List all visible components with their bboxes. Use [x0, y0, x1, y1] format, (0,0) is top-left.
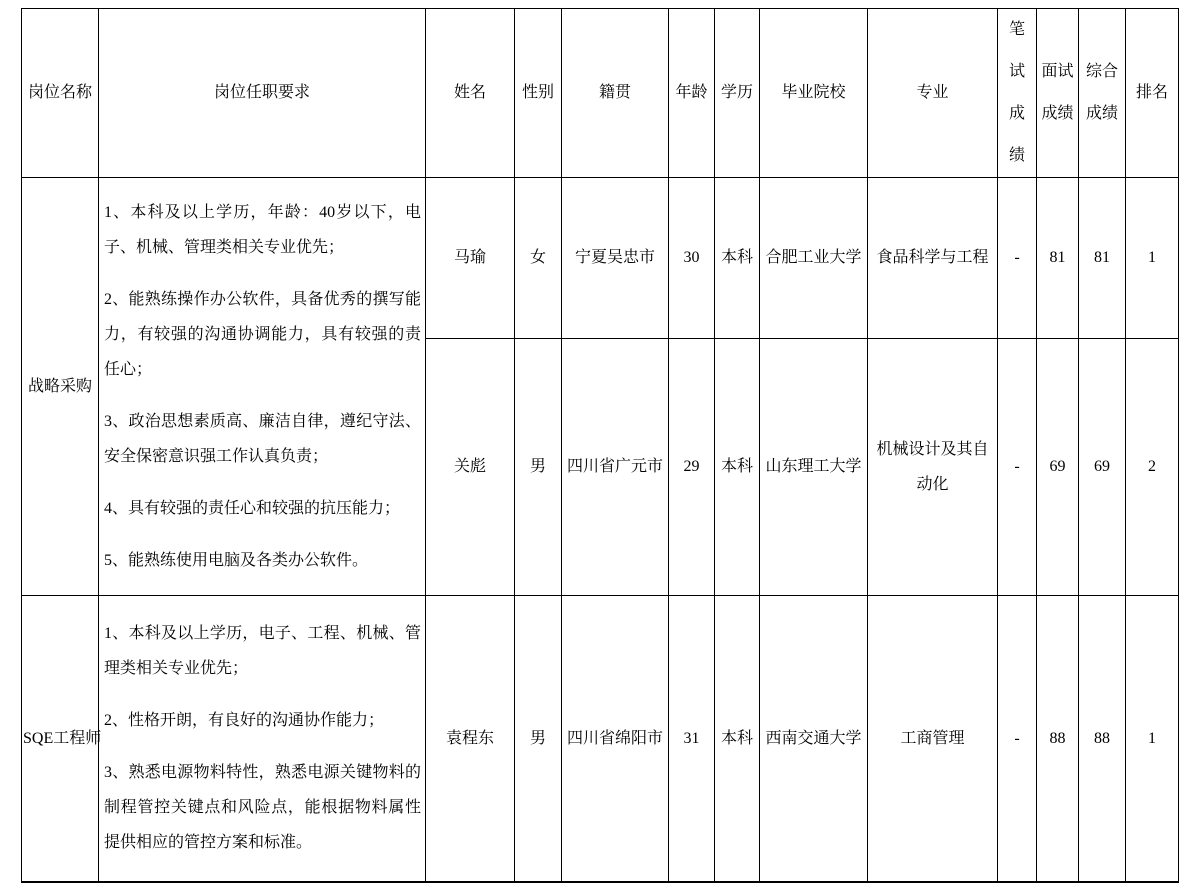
cell-education: 本科 [715, 596, 760, 882]
cell-school: 山东理工大学 [760, 338, 868, 595]
cell-school: 西南交通大学 [760, 596, 868, 882]
cell-written-score: - [998, 338, 1037, 595]
cell-age: 29 [669, 338, 715, 595]
cell-native-place: 宁夏吴忠市 [562, 178, 669, 339]
requirement-item: 5、能熟练使用电脑及各类办公软件。 [104, 552, 369, 569]
cell-education: 本科 [715, 178, 760, 339]
header-major: 专业 [868, 9, 998, 178]
cell-name: 马瑜 [426, 178, 515, 339]
cell-interview-score: 69 [1037, 338, 1079, 595]
cell-major: 工商管理 [868, 596, 998, 882]
position-requirements-cell [99, 178, 426, 596]
cell-overall-score: 69 [1079, 338, 1126, 595]
position-name-cell: SQE工程师 [22, 596, 99, 882]
header-row [22, 9, 1179, 178]
cell-overall-score: 88 [1079, 596, 1126, 882]
header-position-name: 岗位名称 [22, 9, 99, 178]
cell-age: 30 [669, 178, 715, 339]
recruitment-results-table [21, 8, 1179, 883]
cell-gender: 男 [515, 338, 562, 595]
requirement-item: 2、能熟练操作办公软件，具备优秀的撰写能力，有较强的沟通协调能力，具有较强的责任心； [104, 291, 421, 378]
cell-name: 袁程东 [426, 596, 515, 882]
cell-gender: 女 [515, 178, 562, 339]
candidate-row [22, 596, 1179, 882]
requirement-item: 3、政治思想素质高、廉洁自律，遵纪守法、安全保密意识强工作认真负责； [104, 413, 421, 465]
cell-age: 31 [669, 596, 715, 882]
cell-gender: 男 [515, 596, 562, 882]
cell-written-score: - [998, 178, 1037, 339]
cell-rank: 1 [1126, 178, 1179, 339]
cell-native-place: 四川省绵阳市 [562, 596, 669, 882]
cell-interview-score: 81 [1037, 178, 1079, 339]
header-native-place: 籍贯 [562, 9, 669, 178]
header-name: 姓名 [426, 9, 515, 178]
requirement-item: 2、性格开朗，有良好的沟通协作能力； [104, 712, 385, 730]
requirement-item: 4、具有较强的责任心和较强的抗压能力； [104, 500, 401, 517]
cell-name: 关彪 [426, 338, 515, 595]
header-written-score: 笔试成绩 [998, 9, 1037, 178]
requirement-item: 1、本科及以上学历，年龄：40岁以下，电子、机械、管理类相关专业优先； [104, 204, 421, 256]
cell-rank: 1 [1126, 596, 1179, 882]
requirement-item: 1、本科及以上学历，电子、工程、机械、管理类相关专业优先； [104, 625, 421, 678]
position-name-cell: 战略采购 [22, 178, 99, 596]
cell-major: 食品科学与工程 [868, 178, 998, 339]
header-education: 学历 [715, 9, 760, 178]
candidate-row [22, 178, 1179, 339]
cell-rank: 2 [1126, 338, 1179, 595]
header-gender: 性别 [515, 9, 562, 178]
cell-native-place: 四川省广元市 [562, 338, 669, 595]
cell-interview-score: 88 [1037, 596, 1079, 882]
header-age: 年龄 [669, 9, 715, 178]
requirement-item: 3、熟悉电源物料特性，熟悉电源关键物料的制程管控关键点和风险点，能根据物料属性提供相应的管控方案和标准。 [104, 764, 421, 852]
cell-overall-score: 81 [1079, 178, 1126, 339]
header-rank: 排名 [1126, 9, 1179, 178]
header-school: 毕业院校 [760, 9, 868, 178]
cell-school: 合肥工业大学 [760, 178, 868, 339]
header-position-requirements: 岗位任职要求 [99, 9, 426, 178]
cell-education: 本科 [715, 338, 760, 595]
cell-written-score: - [998, 596, 1037, 882]
header-interview-score: 面试成绩 [1037, 9, 1079, 178]
header-overall-score: 综合成绩 [1079, 9, 1126, 178]
cell-major: 机械设计及其自动化 [868, 338, 998, 595]
position-requirements-cell [99, 596, 426, 882]
